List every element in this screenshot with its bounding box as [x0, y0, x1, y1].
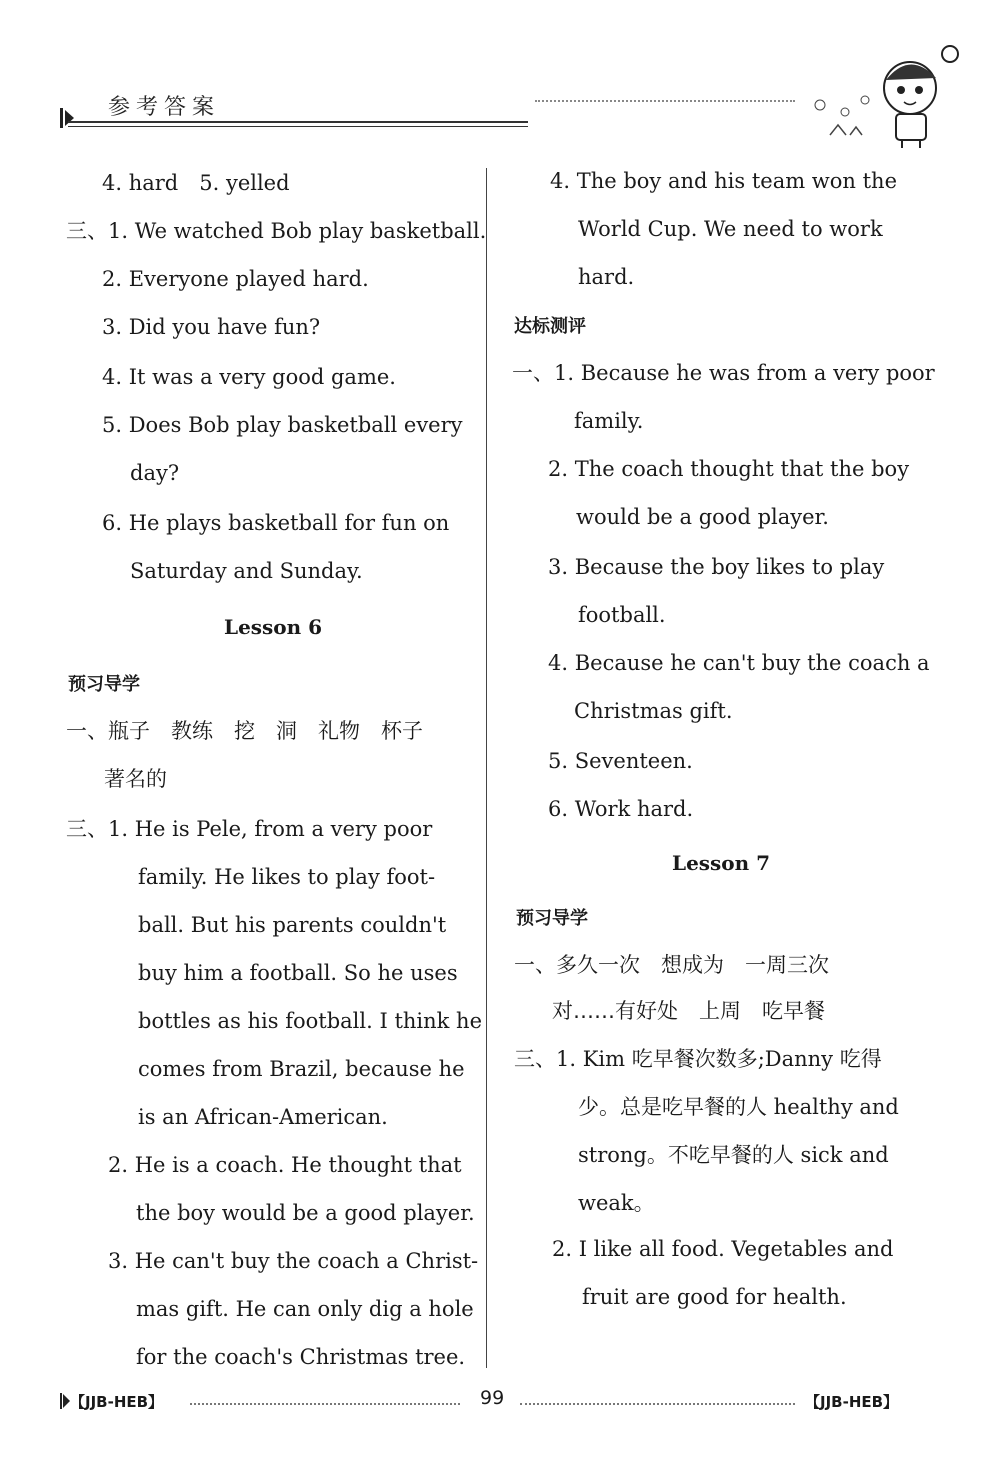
answer-line: 著名的 [104, 767, 167, 791]
lesson-title: Lesson 6 [224, 615, 323, 639]
answer-line: fruit are good for health. [582, 1285, 847, 1309]
section-heading: 预习导学 [516, 908, 588, 929]
answer-line: comes from Brazil, because he [138, 1057, 465, 1081]
footer-dotted-rule [520, 1403, 795, 1405]
footer-code-right: 【JJB-HEB】 [805, 1393, 899, 1411]
play-marker-icon [60, 1393, 70, 1409]
answer-line: World Cup. We need to work [578, 217, 883, 241]
answer-line: 4. It was a very good game. [102, 365, 396, 389]
section-heading: 预习导学 [68, 674, 140, 695]
lesson-title: Lesson 7 [672, 851, 771, 875]
page-footer [0, 1385, 1000, 1425]
answer-line: 2. The coach thought that the boy [548, 457, 910, 481]
answer-line: buy him a football. So he uses [138, 961, 458, 985]
answer-line: 一、瓶子 教练 挖 洞 礼物 杯子 [66, 719, 423, 743]
answer-line: family. [574, 409, 644, 433]
answer-line: football. [578, 603, 666, 627]
answer-line: 3. Did you have fun? [102, 315, 321, 339]
answer-line: the boy would be a good player. [136, 1201, 475, 1225]
answer-line: 3. Because the boy likes to play [548, 555, 885, 579]
cartoon-girl-icon [800, 40, 970, 150]
answer-line: 三、1. We watched Bob play basketball. [66, 219, 487, 243]
answer-line: Christmas gift. [574, 699, 733, 723]
answer-line: bottles as his football. I think he [138, 1009, 482, 1033]
answer-line: weak。 [578, 1191, 655, 1215]
answer-line: mas gift. He can only dig a hole [136, 1297, 474, 1321]
section-heading: 达标测评 [514, 316, 586, 337]
answer-line: 少。总是吃早餐的人 healthy and [578, 1095, 899, 1119]
answer-line: 2. Everyone played hard. [102, 267, 369, 291]
footer-code-left: 【JJB-HEB】 [70, 1393, 164, 1411]
column-divider [486, 168, 487, 1368]
answer-line: strong。不吃早餐的人 sick and [578, 1143, 889, 1167]
header-rule-thin [68, 126, 528, 127]
answer-line: day? [130, 461, 180, 485]
answer-line: hard. [578, 265, 635, 289]
header-rule [68, 121, 528, 123]
answer-line: is an African-American. [138, 1105, 388, 1129]
answer-line: ball. But his parents couldn't [138, 913, 447, 937]
page-number: 99 [480, 1387, 505, 1409]
answer-line: 一、1. Because he was from a very poor [512, 361, 935, 385]
answer-line: 对……有好处 上周 吃早餐 [552, 999, 825, 1023]
answer-line: 2. I like all food. Vegetables and [552, 1237, 894, 1261]
answer-line: 2. He is a coach. He thought that [108, 1153, 462, 1177]
answer-line: 三、1. He is Pele, from a very poor [66, 817, 433, 841]
answer-line: 三、1. Kim 吃早餐次数多;Danny 吃得 [514, 1047, 882, 1071]
answer-line: would be a good player. [576, 505, 829, 529]
answer-line: 5. Seventeen. [548, 749, 693, 773]
play-marker-icon [60, 108, 74, 128]
answer-line: 一、多久一次 想成为 一周三次 [514, 953, 829, 977]
answer-line: for the coach's Christmas tree. [136, 1345, 466, 1369]
answer-line: 4. hard 5. yelled [102, 171, 290, 195]
answer-line: Saturday and Sunday. [130, 559, 363, 583]
answer-line: 4. Because he can't buy the coach a [548, 651, 930, 675]
header-title: 参考答案 [108, 95, 221, 120]
answer-line: 6. Work hard. [548, 797, 694, 821]
header-dotted-rule [535, 100, 795, 102]
answer-line: 6. He plays basketball for fun on [102, 511, 450, 535]
answer-line: family. He likes to play foot- [138, 865, 436, 889]
answer-line: 4. The boy and his team won the [550, 169, 898, 193]
answer-line: 5. Does Bob play basketball every [102, 413, 463, 437]
answer-line: 3. He can't buy the coach a Christ- [108, 1249, 479, 1273]
footer-dotted-rule [190, 1403, 460, 1405]
page-header [0, 0, 1000, 150]
